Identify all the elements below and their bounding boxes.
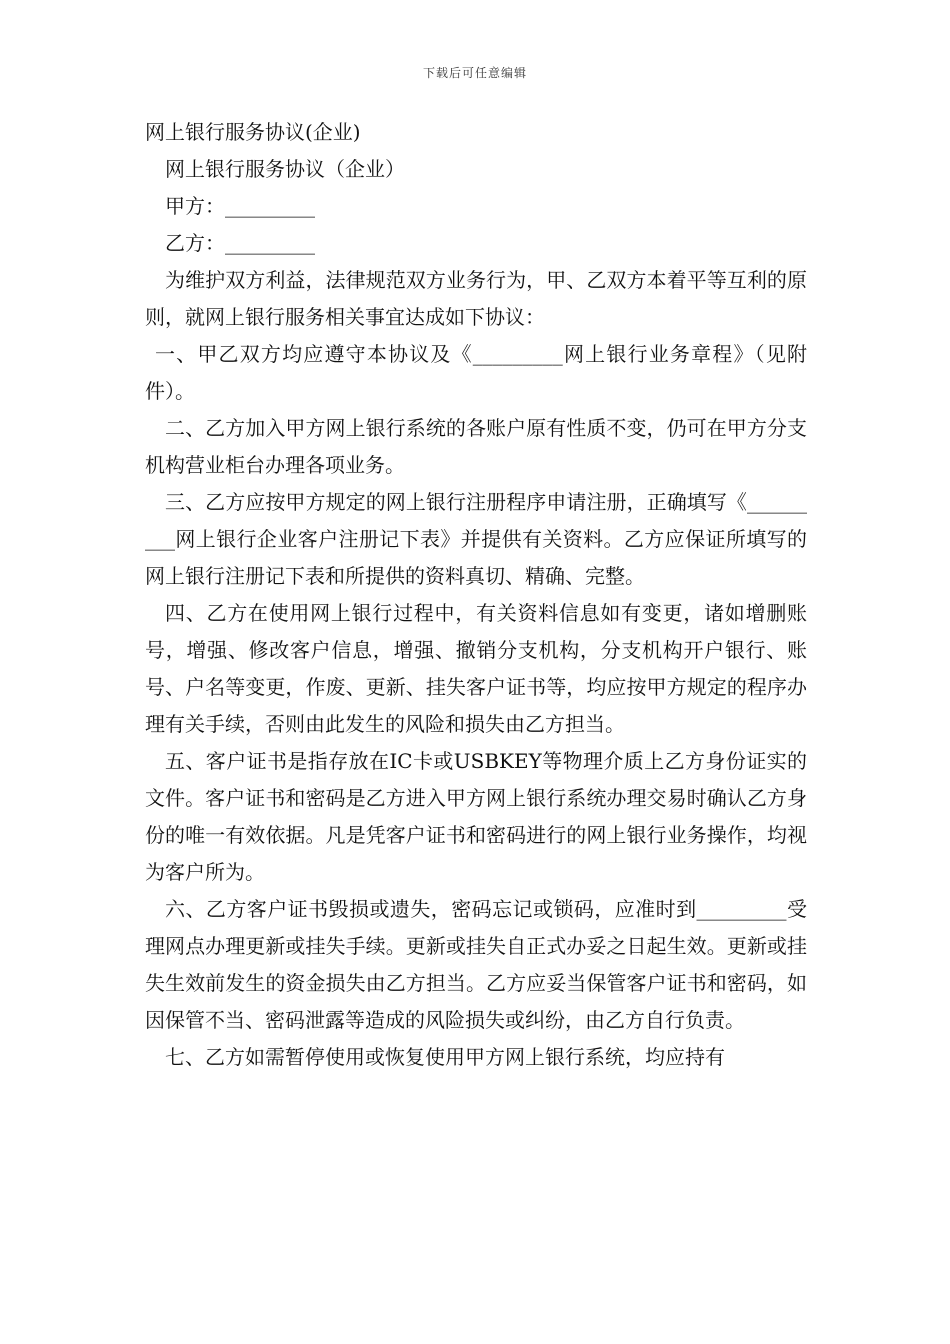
party-a-line: 甲方：_________ (165, 194, 315, 218)
page-header: 下载后可任意编辑 (422, 66, 527, 80)
clause-1: 一、甲乙双方均应遵守本协议及《_________网上银行业务章程》（见附件）。 (145, 342, 807, 403)
clause-6: 六、乙方客户证书毁损或遗失，密码忘记或锁码，应准时到_________受理网点办理更新或挂失手续。更新或挂失自正式办妥之日起生效。更新或挂失生效前发生的资金损失由乙方担当。乙方应妥当保管客户证书和密码，如因保管不当、密码泄露等造成的风险损失或纠纷，由乙方自行负责。 (145, 897, 807, 1032)
document-title: 网上银行服务协议(企业) (145, 120, 361, 144)
clause-5: 五、客户证书是指存放在IC卡或USBKEY等物理介质上乙方身份证实的文件。客户证书和密码是乙方进入甲方网上银行系统办理交易时确认乙方身份的唯一有效依据。凡是凭客户证书和密码进行的网上银行业务操作，均视为客户所为。 (145, 749, 807, 884)
intro-paragraph: 为维护双方利益，法律规范双方业务行为，甲、乙双方本着平等互利的原则，就网上银行服务相关事宜达成如下协议： (145, 268, 807, 329)
clause-4: 四、乙方在使用网上银行过程中，有关资料信息如有变更，诸如增删账号，增强、修改客户信息，增强、撤销分支机构，分支机构开户银行、账号、户名等变更，作废、更新、挂失客户证书等，均应按甲方规定的程序办理有关手续，否则由此发生的风险和损失由乙方担当。 (145, 601, 807, 736)
party-b-line: 乙方：_________ (165, 231, 315, 255)
document-body (145, 114, 807, 1076)
document-subtitle: 网上银行服务协议（企业） (165, 157, 405, 181)
clause-2: 二、乙方加入甲方网上银行系统的各账户原有性质不变，仍可在甲方分支机构营业柜台办理各项业务。 (145, 416, 807, 477)
clause-3: 三、乙方应按甲方规定的网上银行注册程序申请注册，正确填写《_________网上银行企业客户注册记下表》并提供有关资料。乙方应保证所填写的网上银行注册记下表和所提供的资料真切、精确、完整。 (145, 490, 807, 588)
clause-7: 七、乙方如需暂停使用或恢复使用甲方网上银行系统，均应持有 (165, 1045, 725, 1069)
